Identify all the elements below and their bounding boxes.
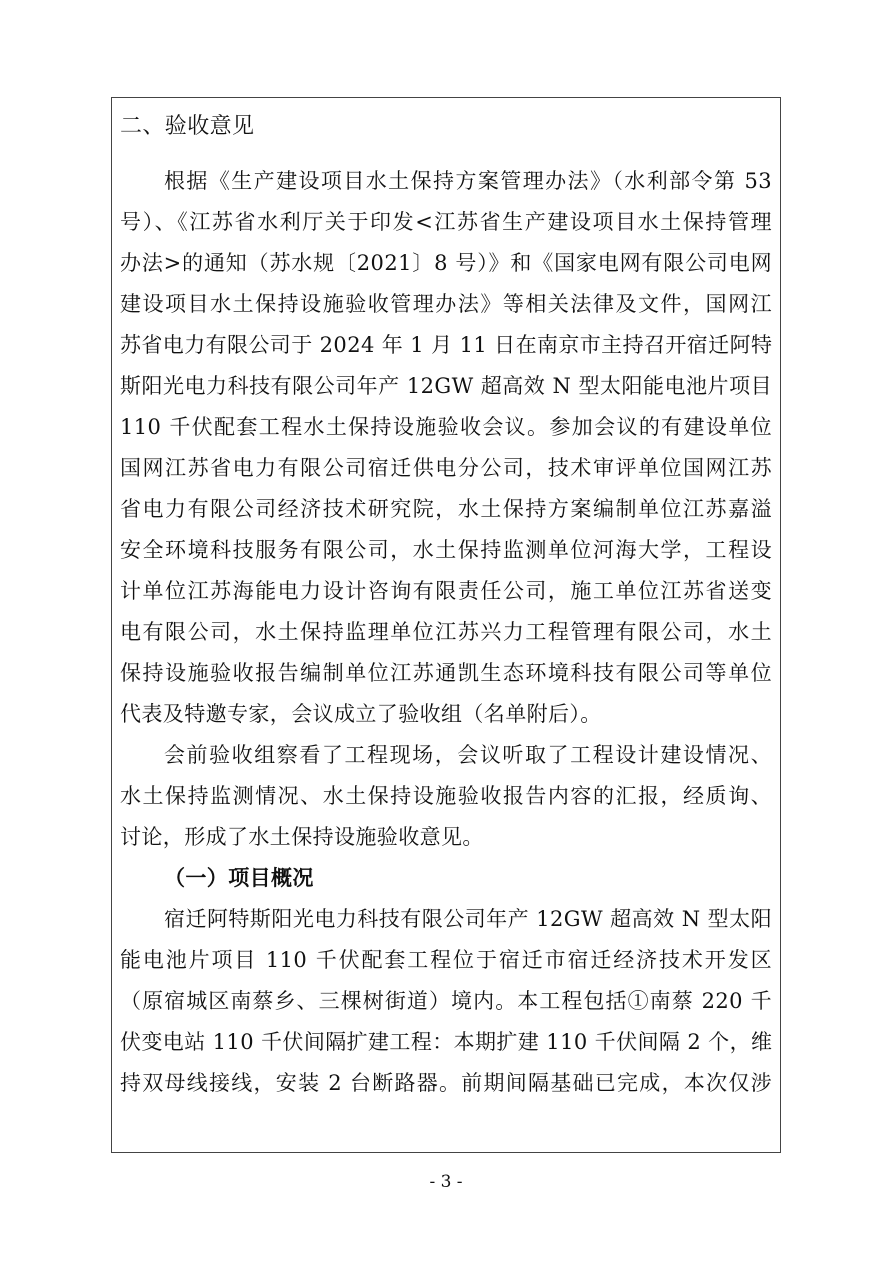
subsection-title: （一）项目概况 xyxy=(164,865,314,890)
paragraph-line: 根据《生产建设项目水土保持方案管理办法》（水利部令第 53 xyxy=(164,169,772,193)
paragraph-line: 讨论，形成了水土保持设施验收意见。 xyxy=(120,825,484,849)
paragraph-line: 电有限公司，水土保持监理单位江苏兴力工程管理有限公司，水土 xyxy=(120,620,772,644)
paragraph-line: 伏变电站 110 千伏间隔扩建工程：本期扩建 110 千伏间隔 2 个，维 xyxy=(120,1030,773,1054)
section-title: 二、验收意见 xyxy=(120,114,255,139)
paragraph-line: 办法>的通知（苏水规〔2021〕8 号）》和《国家电网有限公司电网 xyxy=(120,251,772,275)
paragraph-line: 号）、《江苏省水利厅关于印发<江苏省生产建设项目水土保持管理 xyxy=(120,210,772,234)
paragraph-line: 建设项目水土保持设施验收管理办法》等相关法律及文件，国网江 xyxy=(120,292,772,316)
paragraph-line: 安全环境科技服务有限公司，水土保持监测单位河海大学，工程设 xyxy=(120,538,772,562)
paragraph-line: 水土保持监测情况、水土保持设施验收报告内容的汇报，经质询、 xyxy=(120,784,772,808)
paragraph-line: 省电力有限公司经济技术研究院，水土保持方案编制单位江苏嘉溢 xyxy=(120,497,772,521)
page-number: - 3 - xyxy=(429,1172,463,1192)
paragraph-line: 110 千伏配套工程水土保持设施验收会议。参加会议的有建设单位 xyxy=(120,415,772,439)
paragraph-line: （原宿城区南蔡乡、三棵树街道）境内。本工程包括①南蔡 220 千 xyxy=(120,989,772,1013)
paragraph-line: 斯阳光电力科技有限公司年产 12GW 超高效 N 型太阳能电池片项目 xyxy=(120,374,772,398)
paragraph-line: 代表及特邀专家，会议成立了验收组（名单附后）。 xyxy=(120,702,602,726)
paragraph-line: 苏省电力有限公司于 2024 年 1 月 11 日在南京市主持召开宿迁阿特 xyxy=(120,333,773,357)
paragraph-line: 保持设施验收报告编制单位江苏通凯生态环境科技有限公司等单位 xyxy=(120,661,772,685)
paragraph-line: 持双母线接线，安装 2 台断路器。前期间隔基础已完成，本次仅涉 xyxy=(120,1071,772,1095)
paragraph-line: 计单位江苏海能电力设计咨询有限责任公司，施工单位江苏省送变 xyxy=(120,579,772,603)
paragraph-line: 能电池片项目 110 千伏配套工程位于宿迁市宿迁经济技术开发区 xyxy=(120,948,772,972)
paragraph-line: 会前验收组察看了工程现场，会议听取了工程设计建设情况、 xyxy=(164,743,772,767)
paragraph-line: 宿迁阿特斯阳光电力科技有限公司年产 12GW 超高效 N 型太阳 xyxy=(164,907,772,931)
paragraph-line: 国网江苏省电力有限公司宿迁供电分公司，技术审评单位国网江苏 xyxy=(120,456,772,480)
